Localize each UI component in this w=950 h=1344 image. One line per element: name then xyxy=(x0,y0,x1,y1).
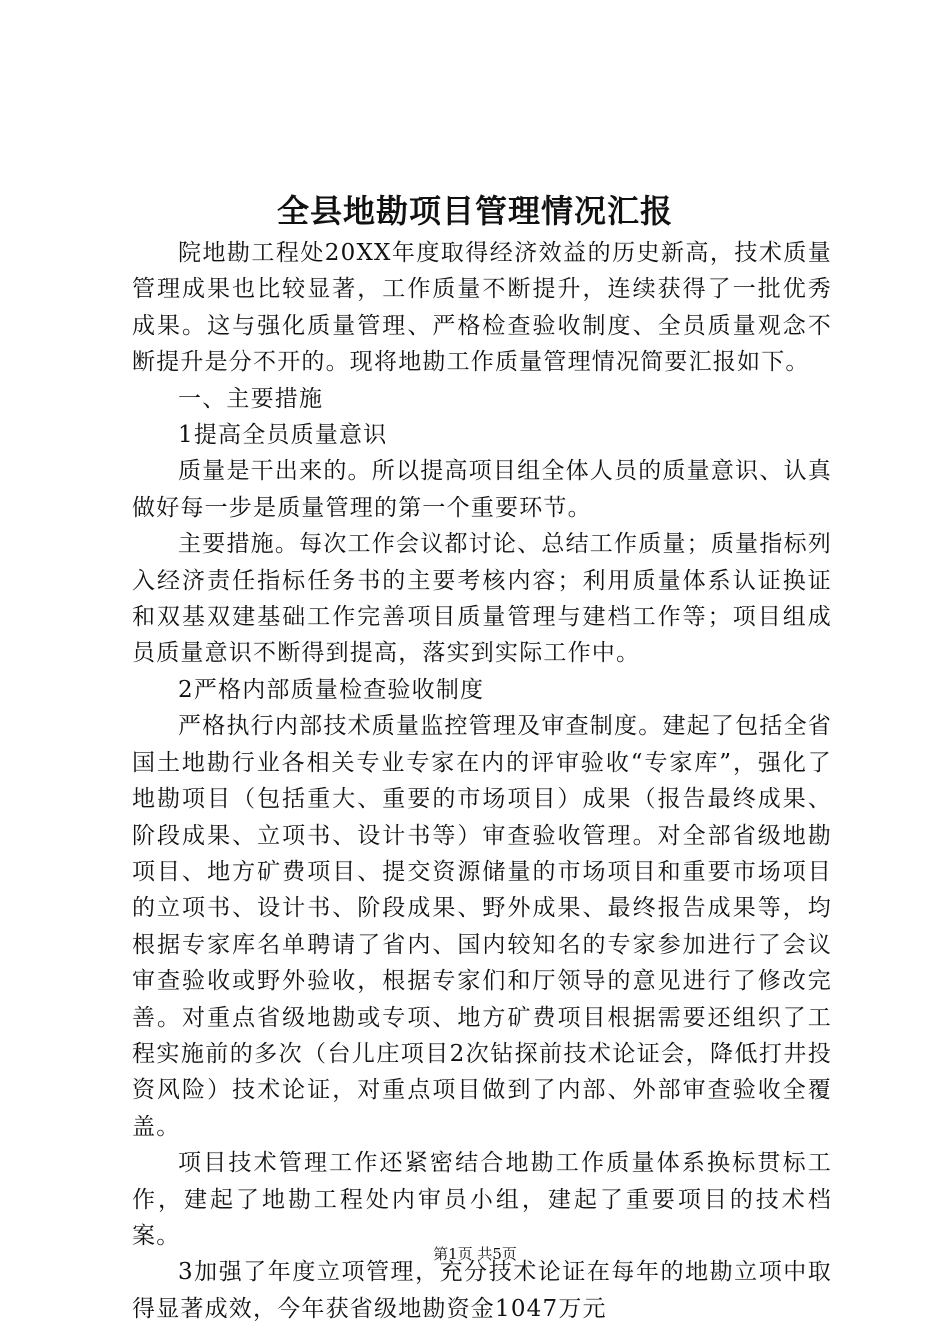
section-heading-main-measures: 一、主要措施 xyxy=(178,385,324,412)
intro-paragraph: 院地勘工程处20XX年度取得经济效益的历史新高，技术质量管理成果也比较显著，工作质量不断提升，连续获得了一批优秀成果。这与强化质量管理、严格检查验收制度、全员质量观念不断提升是分不开的。现将地勘工作质量管理情况简要汇报如下。 xyxy=(132,240,832,376)
paragraph-technical-management: 项目技术管理工作还紧密结合地勘工作质量体系换标贯标工作，建起了地勘工程处内审员小组，建起了重要项目的技术档案。 xyxy=(132,1150,832,1249)
paragraph-main-measures: 主要措施。每次工作会议都讨论、总结工作质量；质量指标列入经济责任指标任务书的主要考核内容；利用质量体系认证换证和双基双建基础工作完善项目质量管理与建档工作等；项目组成员质量意识不断得到提高，落实到实际工作中。 xyxy=(132,531,832,667)
subheading-quality-awareness: 1提高全员质量意识 xyxy=(178,422,388,449)
paragraph-inspection-details: 严格执行内部技术质量监控管理及审查制度。建起了包括全省国土地勘行业各相关专业专家在内的评审验收“专家库”，强化了地勘项目（包括重大、重要的市场项目）成果（报告最终成果、阶段成果、立项书、设计书等）审查验收管理。对全部省级地勘项目、地方矿费项目、提交资源储量的市场项目和重要市场项目的立项书、设计书、阶段成果、野外成果、最终报告成果等，均根据专家库名单聘请了省内、国内较知名的专家参加进行了会议审查验收或野外验收，根据专家们和厅领导的意见进行了修改完善。对重点省级地勘或专项、地方矿费项目根据需要还组织了工程实施前的多次（台儿庄项目2次钻探前技术论证会，降低打井投资风险）技术论证，对重点项目做到了内部、外部审查验收全覆盖。 xyxy=(132,713,832,1140)
document-title: 全县地勘项目管理情况汇报 xyxy=(276,192,673,230)
paragraph-quality-origin: 质量是干出来的。所以提高项目组全体人员的质量意识、认真做好每一步是质量管理的第一个重要环节。 xyxy=(132,458,832,521)
page-footer: 第1页 共5页 xyxy=(433,1245,517,1263)
document-body xyxy=(132,235,832,1327)
subheading-inspection-system: 2严格内部质量检查验收制度 xyxy=(178,676,485,703)
paragraph-annual-projects: 3加强了年度立项管理，充分技术论证在每年的地勘立项中取得显著成效，今年获省级地勘资金1047万元 xyxy=(132,1259,832,1322)
